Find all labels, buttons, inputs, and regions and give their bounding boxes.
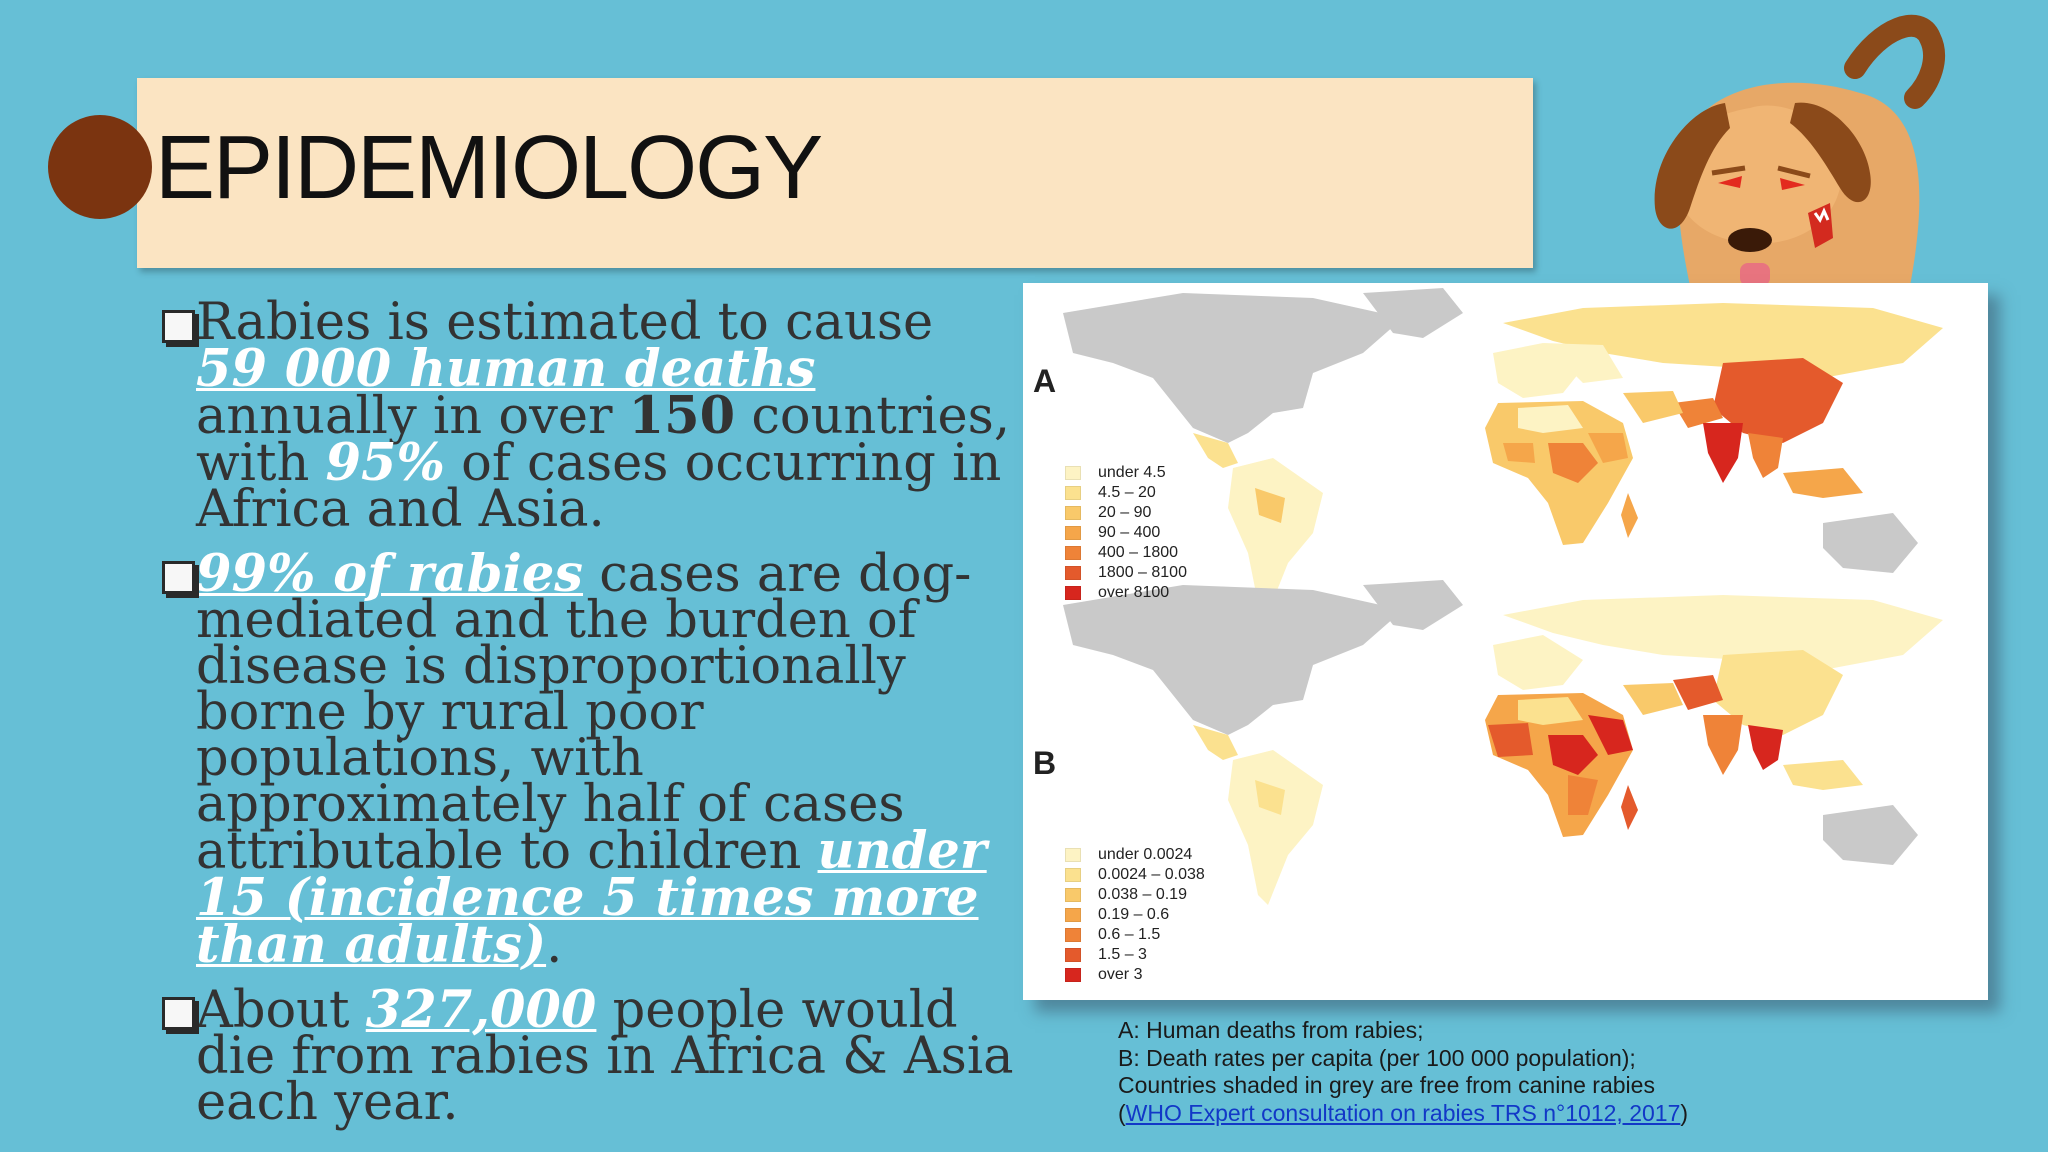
legend-item bbox=[1065, 503, 1187, 523]
legend-label: 400 – 1800 bbox=[1098, 544, 1179, 561]
legend-swatch bbox=[1065, 928, 1081, 942]
legend-panel-a bbox=[1065, 463, 1187, 603]
legend-item bbox=[1065, 865, 1205, 885]
legend-item bbox=[1065, 905, 1205, 925]
slide-title: EPIDEMIOLOGY bbox=[155, 118, 822, 218]
emphasis-rabies-percent: 99% of rabies bbox=[196, 544, 584, 604]
legend-label: 1.5 – 3 bbox=[1098, 946, 1147, 963]
checkbox-bullet-icon bbox=[162, 997, 195, 1030]
caption-line: B: Death rates per capita (per 100 000 population); bbox=[1118, 1044, 1636, 1071]
legend-swatch bbox=[1065, 968, 1081, 982]
bullet-list bbox=[158, 293, 1018, 1144]
legend-label: 90 – 400 bbox=[1098, 524, 1161, 541]
legend-item bbox=[1065, 965, 1205, 985]
bullet-text: annually in over bbox=[196, 387, 629, 446]
legend-swatch bbox=[1065, 486, 1081, 500]
panel-label-a: A bbox=[1033, 363, 1057, 399]
legend-swatch bbox=[1065, 848, 1081, 862]
legend-item bbox=[1065, 583, 1187, 603]
legend-item bbox=[1065, 563, 1187, 583]
legend-label: under 4.5 bbox=[1098, 464, 1166, 481]
legend-swatch bbox=[1065, 566, 1081, 580]
legend-swatch bbox=[1065, 546, 1081, 560]
emphasis-children: under 15 (incidence 5 times more than adults) bbox=[196, 821, 987, 975]
legend-label: 0.0024 – 0.038 bbox=[1098, 866, 1205, 883]
caption-line: A: Human deaths from rabies; bbox=[1118, 1017, 1424, 1043]
legend-swatch bbox=[1065, 466, 1081, 480]
legend-label: 0.19 – 0.6 bbox=[1098, 906, 1170, 923]
bullet-text: of cases occurring in Africa and Asia. bbox=[196, 434, 1002, 539]
caption-line: Countries shaded in grey are free from canine rabies bbox=[1118, 1072, 1655, 1098]
legend-swatch bbox=[1065, 586, 1081, 600]
bullet-text: people would die from rabies in Africa & Asia each year. bbox=[196, 981, 1014, 1132]
bullet-projection bbox=[158, 980, 1018, 1132]
panel-label-b: B bbox=[1033, 745, 1057, 781]
title-bullet-dot bbox=[48, 115, 152, 219]
legend-swatch bbox=[1065, 526, 1081, 540]
legend-label: 0.6 – 1.5 bbox=[1098, 926, 1161, 943]
emphasis-deaths-count: 327,000 bbox=[365, 980, 597, 1040]
checkbox-bullet-icon bbox=[162, 310, 195, 343]
bullet-text: Rabies is estimated to cause bbox=[196, 293, 934, 352]
legend-item bbox=[1065, 925, 1205, 945]
legend-label: 1800 – 8100 bbox=[1098, 564, 1187, 581]
legend-item bbox=[1065, 523, 1187, 543]
legend-swatch bbox=[1065, 888, 1081, 902]
bullet-text: About bbox=[196, 981, 366, 1040]
legend-swatch bbox=[1065, 908, 1081, 922]
legend-swatch bbox=[1065, 948, 1081, 962]
checkbox-bullet-icon bbox=[162, 561, 195, 594]
bullet-dog-mediated bbox=[158, 544, 1018, 975]
map-panel-a bbox=[1063, 288, 1943, 613]
legend-item bbox=[1065, 885, 1205, 905]
legend-item bbox=[1065, 483, 1187, 503]
legend-label: 4.5 – 20 bbox=[1098, 484, 1156, 501]
legend-swatch bbox=[1065, 868, 1081, 882]
emphasis-deaths: 59 000 human deaths bbox=[196, 339, 816, 399]
bullet-deaths bbox=[158, 293, 1018, 539]
emphasis-countries: 150 bbox=[628, 386, 736, 446]
legend-swatch bbox=[1065, 506, 1081, 520]
legend-label: under 0.0024 bbox=[1098, 846, 1193, 863]
legend-label: 0.038 – 0.19 bbox=[1098, 886, 1187, 903]
rabies-world-map-figure bbox=[1023, 283, 1988, 1000]
legend-label: over 3 bbox=[1098, 966, 1143, 983]
legend-item bbox=[1065, 845, 1205, 865]
legend-item bbox=[1065, 945, 1205, 965]
legend-panel-b bbox=[1065, 845, 1205, 985]
bullet-text: countries, with bbox=[196, 387, 1011, 493]
figure-caption bbox=[1118, 1017, 1998, 1127]
legend-label: over 8100 bbox=[1098, 584, 1170, 601]
angry-dog-illustration bbox=[1630, 8, 1960, 286]
bullet-text: cases are dog-mediated and the burden of disease is disproportionally borne by rural poor populations, with approximately half of cases attributable to children bbox=[196, 545, 972, 881]
legend-item bbox=[1065, 463, 1187, 483]
caption-source-line bbox=[1118, 1100, 1998, 1128]
caption-paren: ) bbox=[1680, 1099, 1689, 1126]
source-link[interactable]: WHO Expert consultation on rabies TRS n°1012, 2017 bbox=[1125, 1099, 1681, 1126]
legend-item bbox=[1065, 543, 1187, 563]
bullet-text: . bbox=[546, 916, 563, 975]
emphasis-percent: 95% bbox=[325, 433, 445, 493]
legend-label: 20 – 90 bbox=[1098, 504, 1152, 521]
caption-paren: ( bbox=[1118, 1099, 1126, 1126]
